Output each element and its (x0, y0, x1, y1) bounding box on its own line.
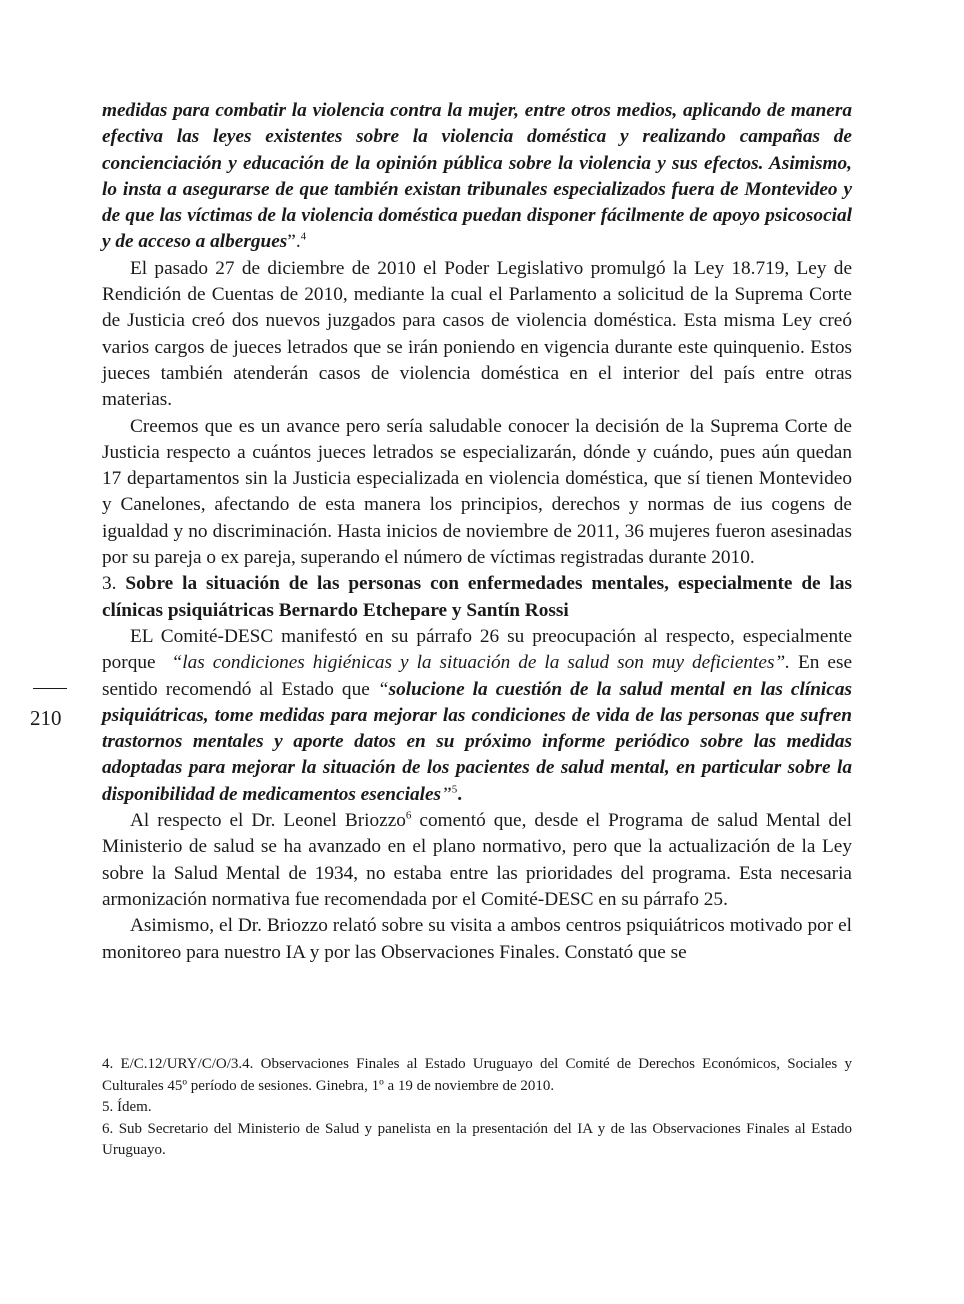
section-title: Sobre la situación de las personas con enfermedades mentales, especialmente de las clínicas psiquiátricas Bernardo Etchepare y Santín Rossi (102, 573, 852, 621)
page-number-rule (33, 688, 67, 689)
body-text (102, 98, 852, 966)
footnote-4: 4. E/C.12/URY/C/O/3.4. Observaciones Finales al Estado Uruguayo del Comité de Derechos Económicos, Sociales y Culturales 45º período de sesiones. Ginebra, 1º a 19 de noviembre de 2010. (102, 1056, 852, 1094)
quote-close: ” (441, 783, 452, 805)
paragraph-suprema-corte: Creemos que es un avance pero sería saludable conocer la decisión de la Suprema Corte de Justicia respecto a cuántos jueces letrados se especializarán, dónde y cuándo, pues aún quedan 17 departamentos sin la Justicia especializada en violencia doméstica, que sí tienen Montevideo y Canelones, afectando de esta manera los principios, derechos y normas de ius cogens de igualdad y no discriminación. Hasta inicios de noviembre de 2011, 36 mujeres fueron asesinadas por su pareja o ex pareja, superando el número de víctimas registradas durante 2010. (102, 415, 852, 569)
recommendation-salud-mental: solucione la cuestión de la salud mental en las clínicas psiquiátricas, tome medidas para mejorar las condiciones de vida de las personas que sufren trastornos mentales y aporte datos en su próximo informe periódico sobre las medidas adoptadas para mejorar la situación de los pacientes de salud mental, en particular sobre la disponibilidad de medicamentos esenciales (102, 678, 852, 805)
paragraph-quote-continuation (102, 98, 852, 256)
recommendation-quote: medidas para combatir la violencia contra la mujer, entre otros medios, aplicando de manera efectiva las leyes existentes sobre la violencia doméstica y realizando campañas de concienciación y educación de la opinión pública sobre la violencia y sus efectos. Asimismo, lo insta a asegurarse de que también existan tribunales especializados fuera de Montevideo y de que las víctimas de la violencia doméstica puedan disponer fácilmente de apoyo psicosocial y de acceso a albergues (102, 100, 852, 253)
footnotes (102, 1054, 852, 1162)
quote-deficientes: “las condiciones higiénicas y la situación de la salud son muy deficientes”. (171, 652, 790, 674)
quote-open: “ (377, 678, 389, 700)
paragraph-text: En ese sentido recomendó al Estado que (102, 652, 853, 700)
footnote-ref-5[interactable]: 5 (451, 783, 458, 796)
paragraph-text: Al respecto el Dr. Leonel Briozzo (130, 810, 406, 832)
paragraph-text: comentó que, desde el Programa de salud Mental del Ministerio de salud se ha avanzado en el plano normativo, pero que la actualización de la Ley sobre la Salud Mental de 1934, no estaba entre las prioridades del programa. Esta necesaria armonización normativa fue recomendada por el Comité-DESC en su párrafo 25. (102, 810, 852, 910)
footnote-6: 6. Sub Secretario del Ministerio de Salud y panelista en la presentación del IA y de las Observaciones Finales al Estado Uruguayo. (102, 1120, 852, 1158)
footnote-ref-4[interactable]: 4 (300, 231, 307, 244)
paragraph-briozzo (102, 808, 852, 913)
quote-close: ”. (287, 231, 301, 253)
period: . (457, 783, 463, 805)
paragraph-text: EL Comité-DESC manifestó en su párrafo 26 su preocupación al respecto, especialmente porque (102, 625, 852, 674)
section-number: 3. (102, 573, 117, 595)
footnote-ref-6[interactable]: 6 (405, 809, 412, 822)
section-heading (102, 571, 852, 624)
paragraph-comite-desc (102, 624, 852, 808)
page-number: 210 (30, 706, 62, 730)
paragraph-visita: Asimismo, el Dr. Briozzo relató sobre su visita a ambos centros psiquiátricos motivado por el monitoreo para nuestro IA y por las Observaciones Finales. Constató que se (102, 915, 852, 963)
paragraph-ley-18719: El pasado 27 de diciembre de 2010 el Poder Legislativo promulgó la Ley 18.719, Ley de Rendición de Cuentas de 2010, mediante la cual el Parlamento a solicitud de la Suprema Corte de Justicia creó dos nuevos juzgados para casos de violencia doméstica. Esta misma Ley creó varios cargos de jueces letrados que se irán poniendo en vigencia durante este quinquenio. Estos jueces también atenderán casos de violencia doméstica en el interior del país entre otras materias. (102, 257, 852, 411)
footnote-5: 5. Ídem. (102, 1099, 152, 1115)
